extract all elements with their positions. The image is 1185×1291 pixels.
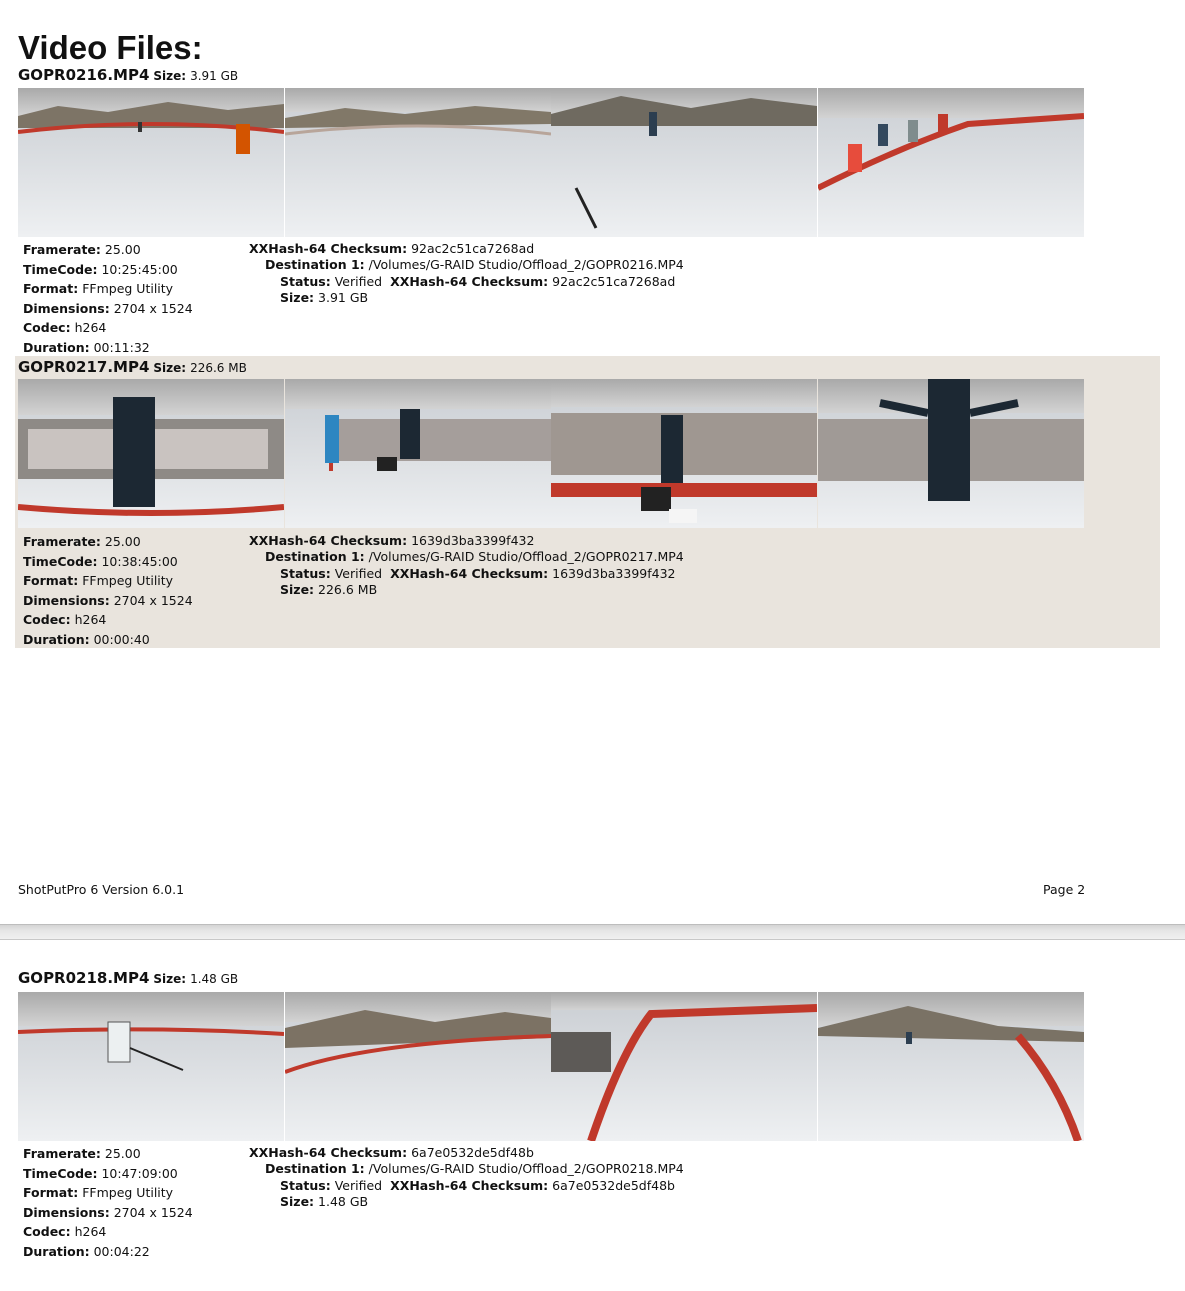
file-name: GOPR0217.MP4	[18, 358, 150, 376]
file-size: 226.6 MB	[190, 361, 247, 375]
format-label: Format:	[23, 1185, 79, 1201]
checksum-label: XXHash-64 Checksum:	[249, 1145, 408, 1160]
file-name: GOPR0218.MP4	[18, 969, 150, 987]
file-size: 1.48 GB	[190, 972, 239, 986]
framerate-value: 25.00	[104, 534, 141, 549]
file-properties	[23, 1144, 193, 1262]
file-properties	[23, 532, 193, 650]
format-value: FFmpeg Utility	[82, 281, 174, 297]
duration-value: 00:11:32	[93, 339, 150, 355]
video-thumbnail	[285, 992, 552, 1141]
video-thumbnail	[18, 992, 285, 1141]
video-file-entry	[15, 968, 1160, 1268]
duration-label: Duration:	[23, 339, 90, 355]
dimensions-label: Dimensions:	[23, 592, 110, 608]
framerate-label: Framerate:	[23, 534, 101, 549]
file-size: 3.91 GB	[190, 69, 239, 83]
status-label: Status:	[280, 1177, 331, 1193]
framerate-label: Framerate:	[23, 1146, 101, 1161]
file-header	[18, 358, 247, 376]
destination-path: /Volumes/G-RAID Studio/Offload_2/GOPR0217.MP4	[368, 549, 684, 565]
dest-checksum-label: XXHash-64 Checksum:	[390, 1177, 549, 1193]
video-file-entry	[15, 356, 1160, 648]
timecode-label: TimeCode:	[23, 261, 98, 277]
dimensions-value: 2704 x 1524	[113, 1204, 193, 1220]
checksum-value: 92ac2c51ca7268ad	[411, 241, 535, 256]
dest-checksum-value: 92ac2c51ca7268ad	[552, 273, 676, 289]
file-header	[18, 66, 238, 84]
codec-value: h264	[74, 612, 107, 628]
codec-label: Codec:	[23, 320, 71, 336]
app-version: ShotPutPro 6 Version 6.0.1	[18, 882, 185, 897]
dest-size-label: Size:	[280, 1193, 315, 1209]
thumbnail-strip	[18, 88, 1084, 237]
video-thumbnail	[285, 379, 552, 528]
checksum-value: 6a7e0532de5df48b	[411, 1145, 534, 1160]
video-thumbnail	[818, 379, 1085, 528]
codec-label: Codec:	[23, 1224, 71, 1240]
format-label: Format:	[23, 573, 79, 589]
dest-checksum-label: XXHash-64 Checksum:	[390, 273, 549, 289]
timecode-value: 10:38:45:00	[101, 553, 178, 569]
dest-checksum-value: 1639d3ba3399f432	[552, 565, 676, 581]
video-thumbnail	[18, 379, 285, 528]
dest-checksum-label: XXHash-64 Checksum:	[390, 565, 549, 581]
video-thumbnail	[18, 88, 285, 237]
status-label: Status:	[280, 273, 331, 289]
destination-label: Destination 1:	[265, 257, 365, 273]
video-thumbnail	[551, 379, 818, 528]
size-label: Size:	[153, 972, 187, 986]
video-thumbnail	[818, 88, 1085, 237]
checksum-label: XXHash-64 Checksum:	[249, 533, 408, 548]
page-title: Video Files:	[18, 29, 203, 66]
file-properties	[23, 240, 193, 358]
codec-value: h264	[74, 1224, 107, 1240]
duration-value: 00:04:22	[93, 1243, 150, 1259]
dimensions-value: 2704 x 1524	[113, 300, 193, 316]
dimensions-value: 2704 x 1524	[113, 592, 193, 608]
video-thumbnail	[551, 992, 818, 1141]
video-file-entry	[15, 64, 1160, 356]
video-thumbnail	[551, 88, 818, 237]
file-name: GOPR0216.MP4	[18, 66, 150, 84]
dimensions-label: Dimensions:	[23, 1204, 110, 1220]
video-thumbnail	[818, 992, 1085, 1141]
status-label: Status:	[280, 565, 331, 581]
dest-size-label: Size:	[280, 289, 315, 305]
destination-label: Destination 1:	[265, 549, 365, 565]
destination-path: /Volumes/G-RAID Studio/Offload_2/GOPR0216.MP4	[368, 257, 684, 273]
codec-value: h264	[74, 320, 107, 336]
codec-label: Codec:	[23, 612, 71, 628]
video-thumbnail	[285, 88, 552, 237]
duration-label: Duration:	[23, 1243, 90, 1259]
format-value: FFmpeg Utility	[82, 573, 174, 589]
destination-label: Destination 1:	[265, 1161, 365, 1177]
format-value: FFmpeg Utility	[82, 1185, 174, 1201]
framerate-value: 25.00	[104, 242, 141, 257]
framerate-value: 25.00	[104, 1146, 141, 1161]
dimensions-label: Dimensions:	[23, 300, 110, 316]
size-label: Size:	[153, 69, 187, 83]
checksum-details	[249, 1145, 684, 1210]
dest-size-label: Size:	[280, 581, 315, 597]
status-value: Verified	[334, 1177, 383, 1193]
timecode-value: 10:47:09:00	[101, 1165, 178, 1181]
duration-value: 00:00:40	[93, 631, 150, 647]
timecode-label: TimeCode:	[23, 553, 98, 569]
dest-size-value: 3.91 GB	[318, 289, 369, 305]
thumbnail-strip	[18, 992, 1084, 1141]
page-number: Page 2	[1043, 882, 1086, 897]
format-label: Format:	[23, 281, 79, 297]
checksum-details	[249, 533, 684, 598]
file-header	[18, 969, 238, 987]
duration-label: Duration:	[23, 631, 90, 647]
dest-size-value: 1.48 GB	[318, 1193, 369, 1209]
checksum-value: 1639d3ba3399f432	[411, 533, 535, 548]
framerate-label: Framerate:	[23, 242, 101, 257]
timecode-value: 10:25:45:00	[101, 261, 178, 277]
destination-path: /Volumes/G-RAID Studio/Offload_2/GOPR0218.MP4	[368, 1161, 684, 1177]
size-label: Size:	[153, 361, 187, 375]
status-value: Verified	[334, 273, 383, 289]
checksum-label: XXHash-64 Checksum:	[249, 241, 408, 256]
status-value: Verified	[334, 565, 383, 581]
timecode-label: TimeCode:	[23, 1165, 98, 1181]
thumbnail-strip	[18, 379, 1084, 528]
dest-size-value: 226.6 MB	[318, 581, 378, 597]
checksum-details	[249, 241, 684, 306]
dest-checksum-value: 6a7e0532de5df48b	[552, 1177, 675, 1193]
page-separator	[0, 924, 1185, 940]
